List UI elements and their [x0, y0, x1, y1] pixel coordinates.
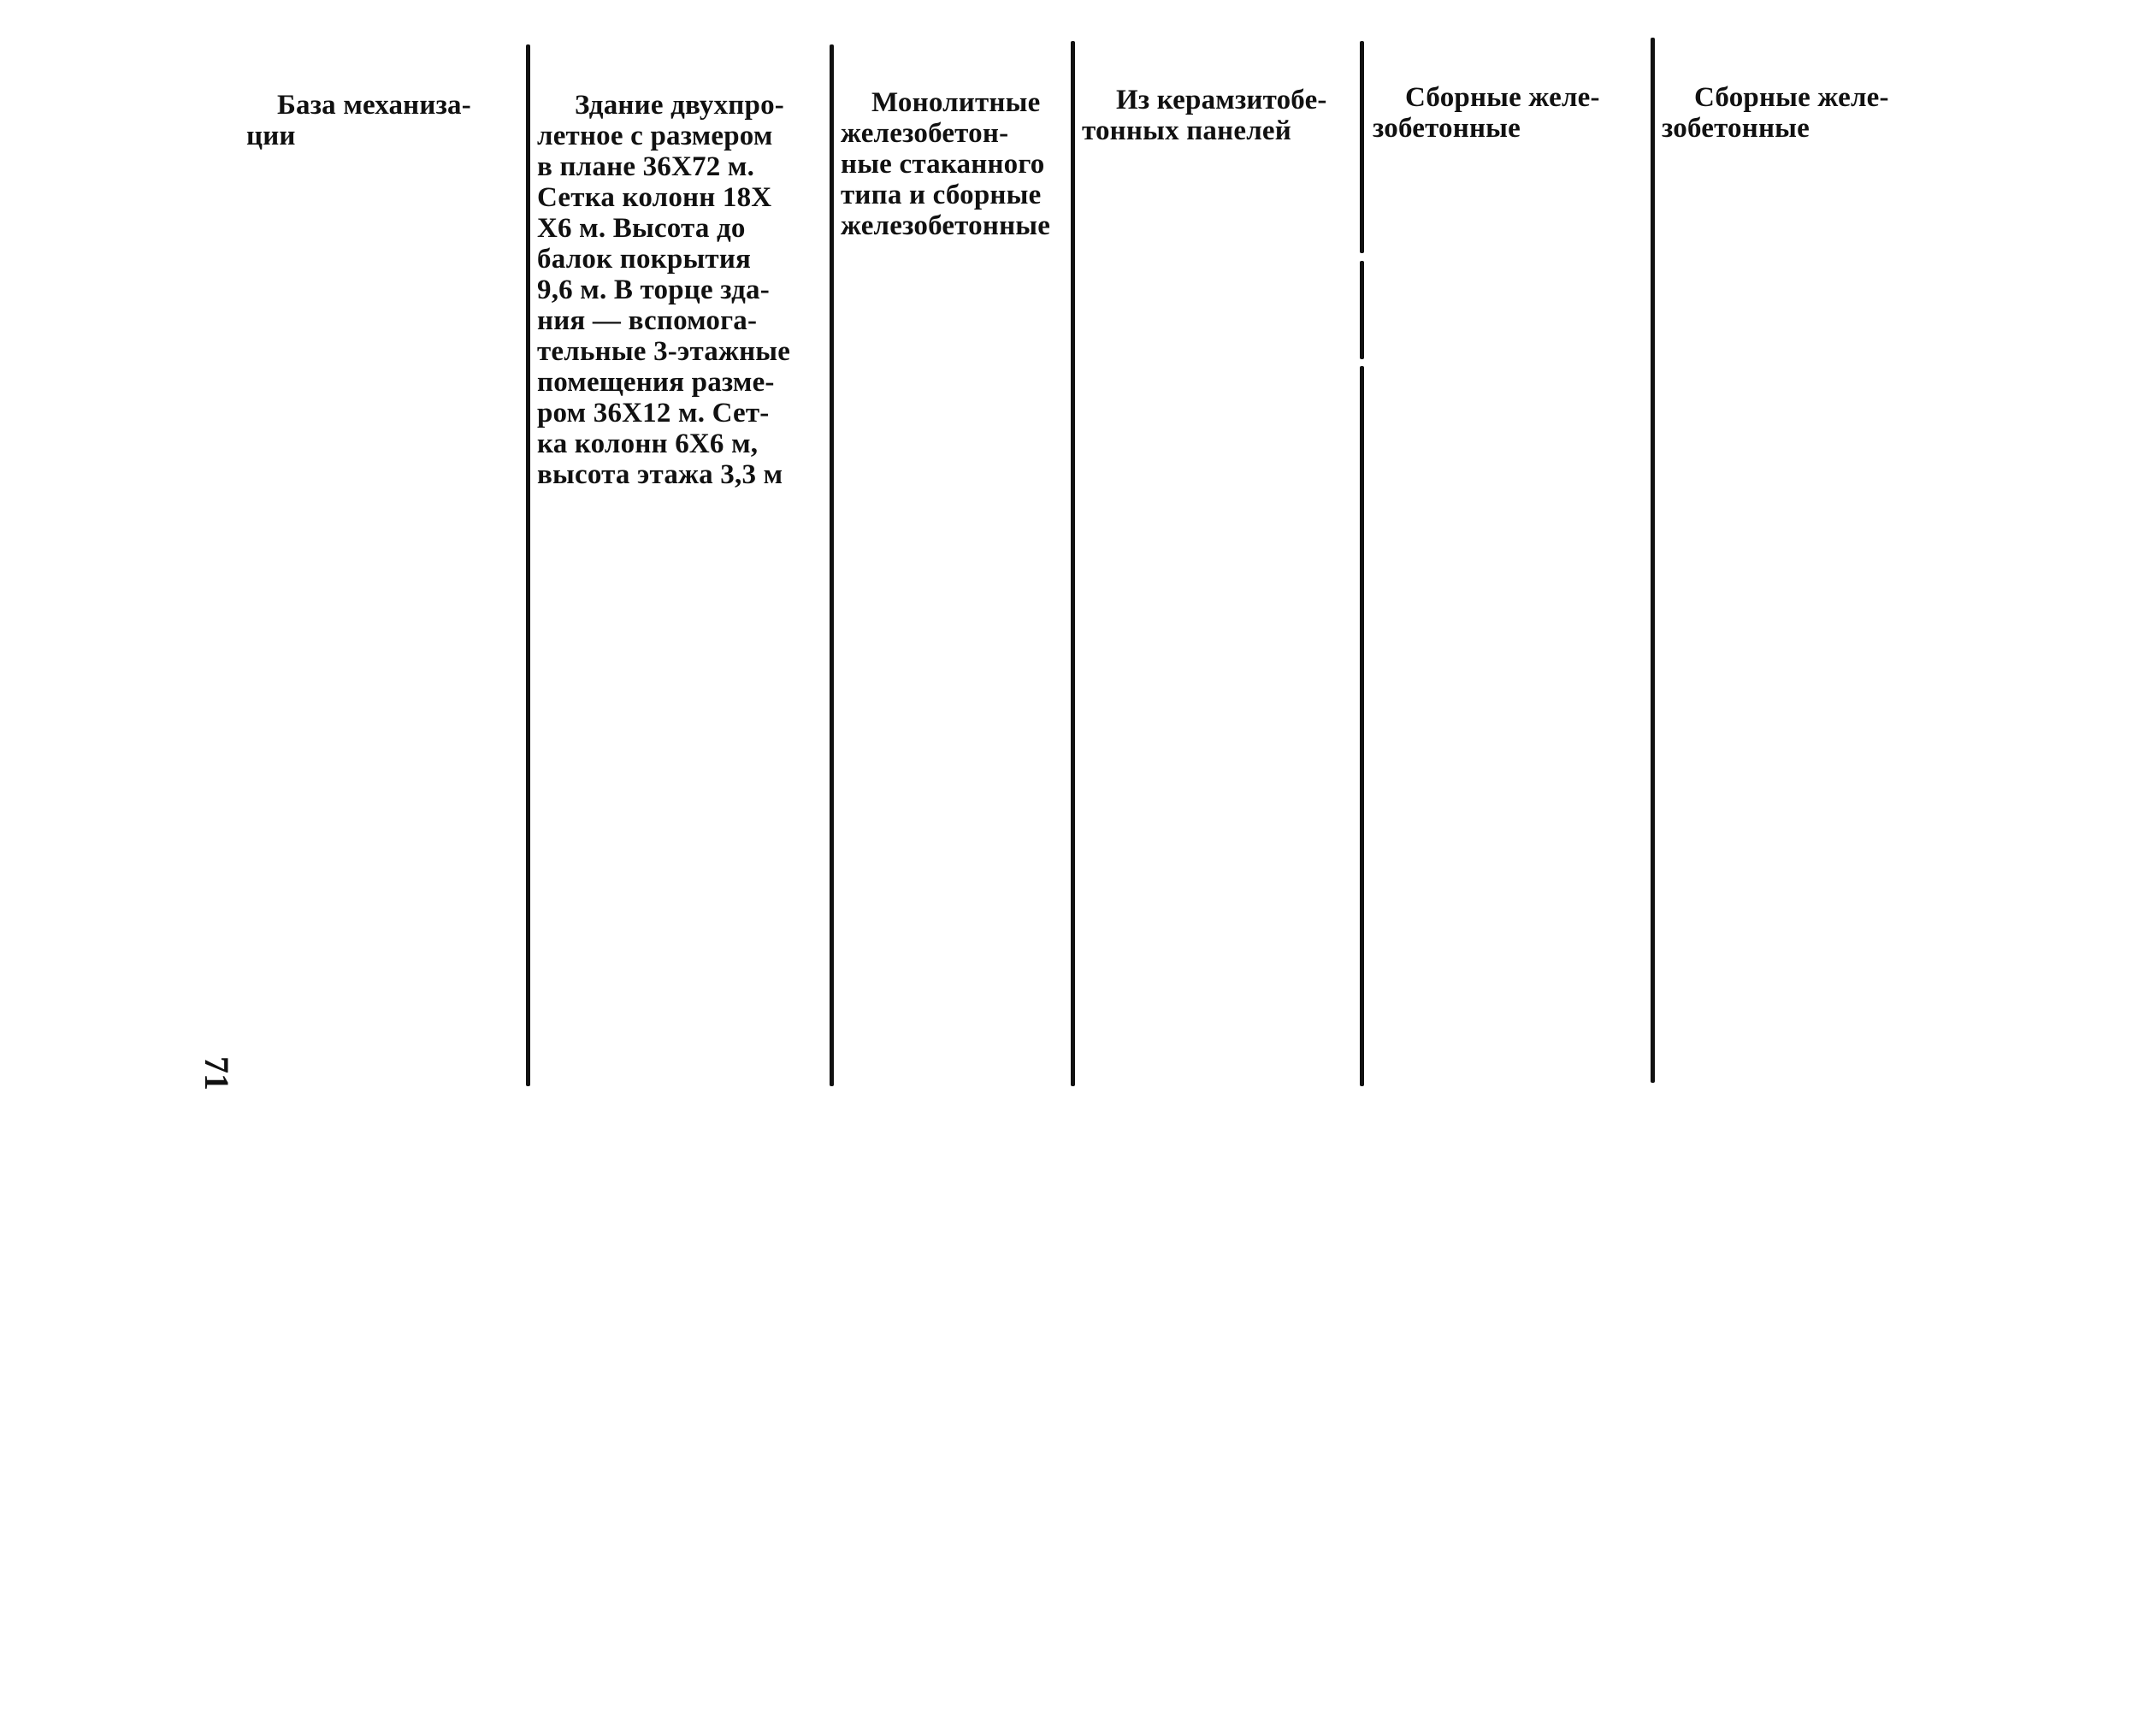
- cell-roof: Сборные желе- зобетонные: [1662, 82, 1889, 144]
- cell-foundations: Монолитные железобетон- ные стаканного типа и сборные железобетонные: [841, 87, 1051, 241]
- column-divider-4a: [1360, 41, 1364, 253]
- column-divider-4b: [1360, 261, 1364, 359]
- column-divider-3: [1071, 41, 1075, 1086]
- cell-object-name: База механиза- ции: [246, 90, 471, 151]
- page-number: 71: [198, 1056, 236, 1091]
- column-divider-4c: [1360, 366, 1364, 1086]
- column-divider-5: [1651, 38, 1655, 1083]
- cell-walls: Из керамзитобе- тонных панелей: [1082, 85, 1327, 146]
- cell-building-description: Здание двухпро- летное с размером в плане 36Х72 м. Сетка колонн 18Х Х6 м. Высота до балок покрытия 9,6 м. В торце зда- ния — вспомога- тельные 3-этажные помещения разме- ром 36Х12 м. Сет- ка колонн 6Х6 м, высота этажа 3,3 м: [537, 90, 791, 490]
- column-divider-1: [526, 44, 530, 1086]
- cell-columns: Сборные желе- зобетонные: [1373, 82, 1600, 144]
- column-divider-2: [830, 44, 834, 1086]
